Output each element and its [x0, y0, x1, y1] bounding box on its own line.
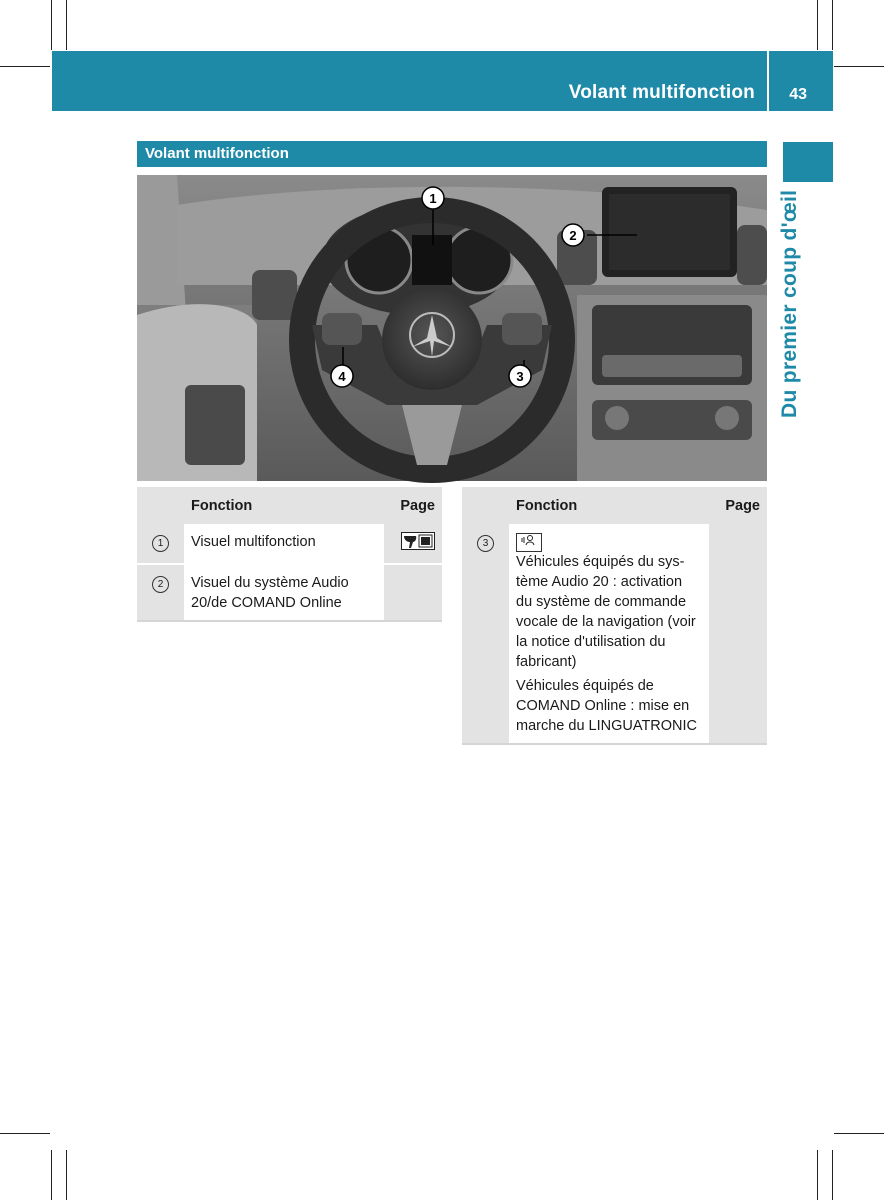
- table-row: [462, 524, 767, 744]
- table-header-number: [462, 487, 509, 524]
- table-header-number: [137, 487, 184, 524]
- crop-mark: [832, 1150, 833, 1200]
- crop-mark: [0, 66, 50, 67]
- figure-code: P46.10-3416-31: [885, 581, 896, 653]
- section-heading: [137, 141, 767, 167]
- callout-1: [422, 187, 444, 209]
- function-table-left: [137, 487, 442, 622]
- row-number-cell: [462, 524, 509, 744]
- function-table-right: [462, 487, 767, 745]
- crop-mark: [817, 1150, 818, 1200]
- row-page: [384, 564, 442, 621]
- callout-1-label: 1: [429, 191, 437, 206]
- row-function: Visuel du système Audio 20/de COMAND Online: [184, 564, 384, 621]
- row-page: [709, 524, 767, 744]
- row-function-paragraph: Véhicules équipés de COMAND Online : mise en marche du LINGUATRONIC: [516, 678, 698, 734]
- section-title: Volant multifonction: [145, 145, 289, 162]
- page-number: 43: [789, 86, 807, 103]
- row-function-paragraph: Véhicules équipés du sys-tème Audio 20 : activation du système de commande vocale de la navigation (voir la notice d'utilisation du fabricant): [516, 554, 696, 670]
- row-function-cell: [509, 524, 709, 744]
- page-header: [52, 51, 833, 111]
- row-page-cell: [384, 524, 442, 564]
- header-divider: [767, 51, 769, 111]
- table-row: [137, 524, 442, 564]
- callout-4: [331, 365, 353, 387]
- row-number-cell: [137, 564, 184, 621]
- callout-2-label: 2: [569, 228, 577, 243]
- callout-3: [509, 365, 531, 387]
- table-header-page: Page: [384, 487, 442, 524]
- table-header-page: Page: [709, 487, 767, 524]
- crop-mark: [817, 0, 818, 50]
- row-number-cell: [137, 524, 184, 564]
- crop-mark: [51, 1150, 52, 1200]
- crop-mark: [51, 0, 52, 50]
- chapter-tab-label: Du premier coup d'œil: [778, 189, 801, 418]
- crop-mark: [66, 1150, 67, 1200]
- callout-3-label: 3: [516, 369, 524, 384]
- crop-mark: [834, 1133, 884, 1134]
- chapter-tab: [783, 142, 833, 182]
- dashboard-illustration: [137, 175, 767, 481]
- callout-2: [562, 224, 584, 246]
- table-header-function: Fonction: [184, 487, 384, 524]
- circled-number: 1: [152, 535, 169, 552]
- crop-mark: [66, 0, 67, 50]
- circled-number: 2: [152, 576, 169, 593]
- table-row: [137, 564, 442, 621]
- header-title: Volant multifonction: [568, 82, 755, 103]
- table-header-function: Fonction: [509, 487, 709, 524]
- crop-mark: [834, 66, 884, 67]
- row-function: Visuel multifonction: [184, 524, 384, 564]
- crop-mark: [832, 0, 833, 50]
- callout-4-label: 4: [338, 369, 346, 384]
- voice-control-button-icon: [516, 533, 542, 552]
- circled-number: 3: [477, 535, 494, 552]
- crop-mark: [0, 1133, 50, 1134]
- instrument-cluster-book-icon: [401, 532, 435, 556]
